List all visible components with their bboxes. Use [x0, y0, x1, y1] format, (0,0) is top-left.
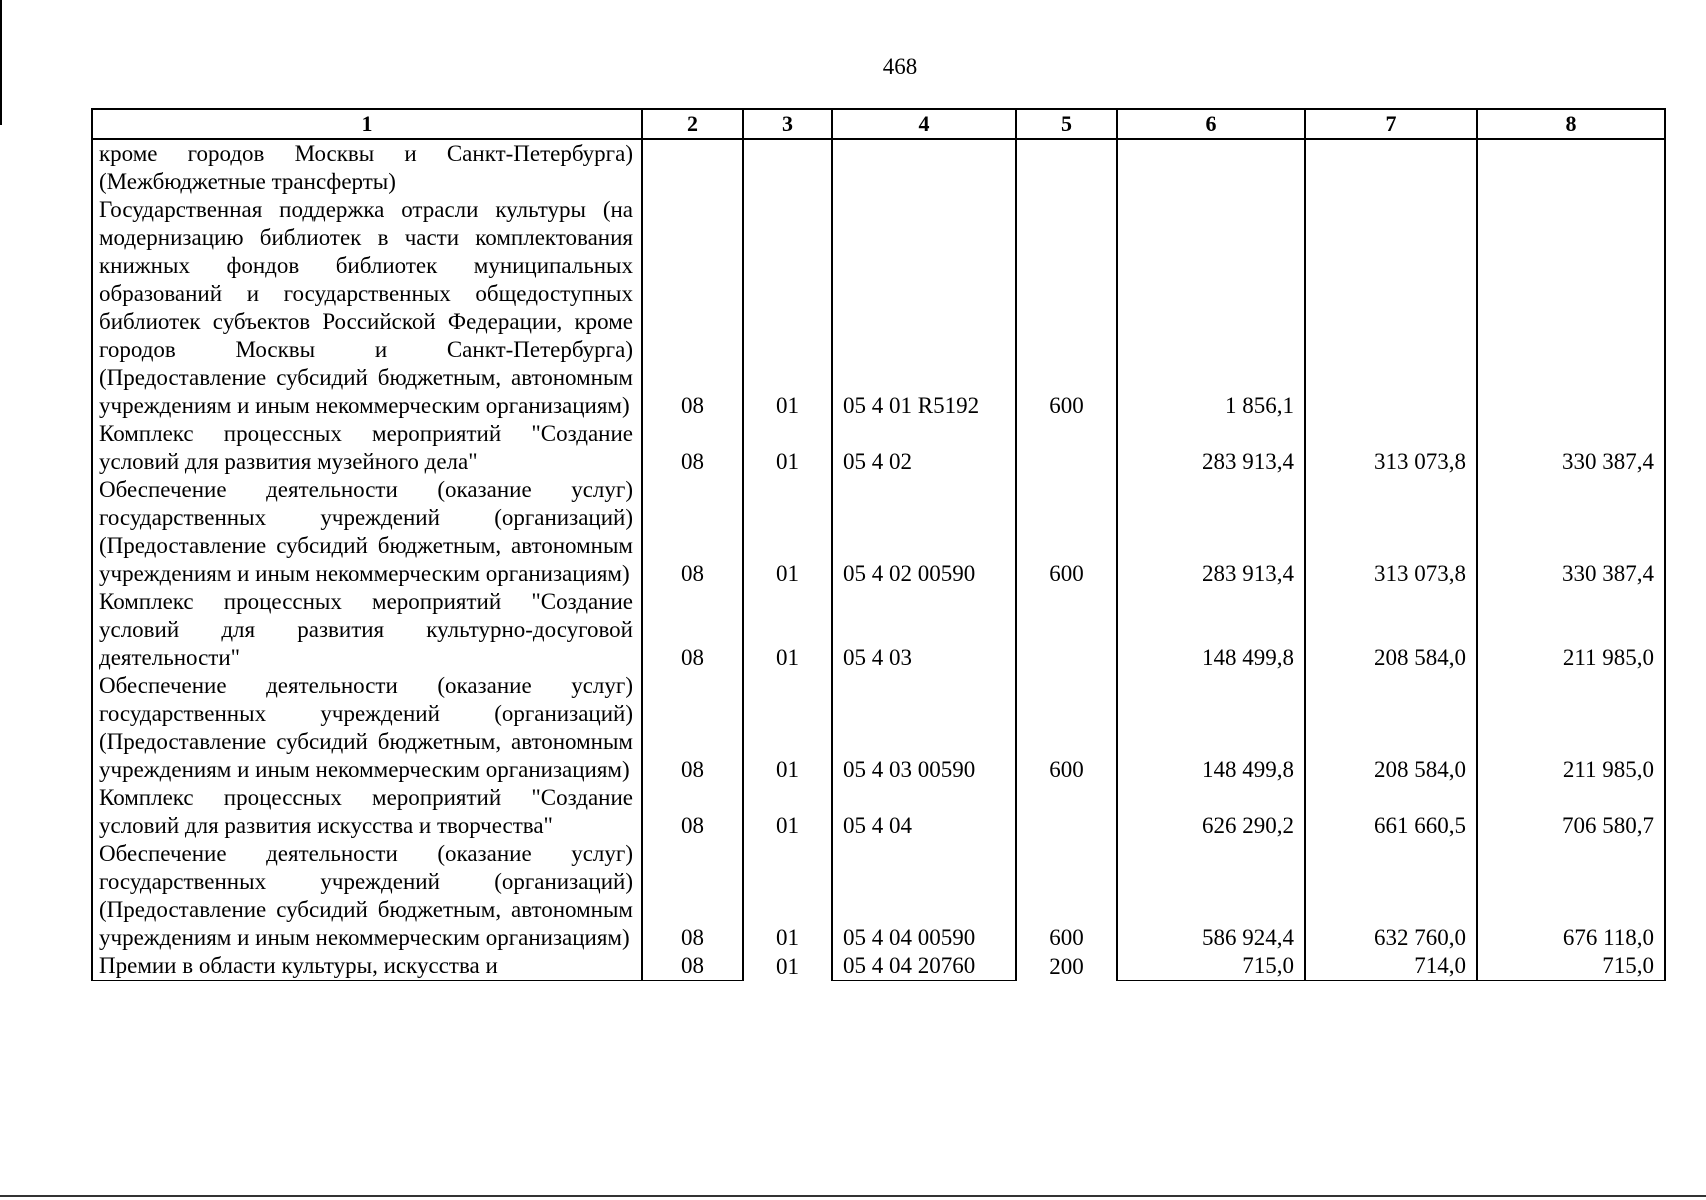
budget-table — [91, 108, 1666, 981]
amount-2026: 330 387,4 — [1477, 476, 1665, 588]
column-header: 6 — [1117, 109, 1305, 139]
table-row — [92, 840, 1665, 952]
amount-2026 — [1477, 139, 1665, 196]
target-article-code: 05 4 04 — [832, 784, 1016, 840]
amount-2024 — [1117, 139, 1305, 196]
target-article-code: 05 4 04 20760 — [832, 952, 1016, 981]
section-code: 08 — [642, 420, 743, 476]
section-code: 08 — [642, 476, 743, 588]
amount-2025 — [1305, 196, 1477, 420]
table-body — [92, 139, 1665, 981]
expense-type-code: 600 — [1016, 196, 1117, 420]
expense-type-code: 600 — [1016, 840, 1117, 952]
row-description: Премии в области культуры, искусства и — [92, 952, 642, 981]
amount-2026: 330 387,4 — [1477, 420, 1665, 476]
section-code: 08 — [642, 840, 743, 952]
table-header-row — [92, 109, 1665, 139]
amount-2025: 632 760,0 — [1305, 840, 1477, 952]
subsection-code: 01 — [743, 196, 832, 420]
table-row — [92, 952, 1665, 981]
amount-2026 — [1477, 196, 1665, 420]
target-article-code: 05 4 04 00590 — [832, 840, 1016, 952]
amount-2025 — [1305, 139, 1477, 196]
row-description: Комплекс процессных мероприятий "Создание условий для развития культурно-досуговой деятельности" — [92, 588, 642, 672]
amount-2024: 148 499,8 — [1117, 588, 1305, 672]
subsection-code: 01 — [743, 840, 832, 952]
section-code: 08 — [642, 196, 743, 420]
amount-2025: 313 073,8 — [1305, 476, 1477, 588]
page-number: 468 — [882, 54, 918, 79]
row-description: Комплекс процессных мероприятий "Создание условий для развития музейного дела" — [92, 420, 642, 476]
amount-2024: 626 290,2 — [1117, 784, 1305, 840]
target-article-code: 05 4 02 00590 — [832, 476, 1016, 588]
subsection-code: 01 — [743, 952, 832, 981]
row-description: Обеспечение деятельности (оказание услуг) государственных учреждений (организаций) (Предоставление субсидий бюджетным, автономным учреждениям и иным некоммерческим организациям) — [92, 476, 642, 588]
table-row — [92, 672, 1665, 784]
section-code: 08 — [642, 588, 743, 672]
section-code: 08 — [642, 952, 743, 981]
table-row — [92, 196, 1665, 420]
row-description: кроме городов Москвы и Санкт-Петербурга) (Межбюджетные трансферты) — [92, 139, 642, 196]
target-article-code: 05 4 03 00590 — [832, 672, 1016, 784]
row-description: Обеспечение деятельности (оказание услуг) государственных учреждений (организаций) (Предоставление субсидий бюджетным, автономным учреждениям и иным некоммерческим организациям) — [92, 672, 642, 784]
row-description: Комплекс процессных мероприятий "Создание условий для развития искусства и творчества" — [92, 784, 642, 840]
column-header: 8 — [1477, 109, 1665, 139]
amount-2026: 211 985,0 — [1477, 672, 1665, 784]
amount-2025: 313 073,8 — [1305, 420, 1477, 476]
amount-2025: 714,0 — [1305, 952, 1477, 981]
amount-2025: 661 660,5 — [1305, 784, 1477, 840]
column-header: 7 — [1305, 109, 1477, 139]
expense-type-code: 600 — [1016, 672, 1117, 784]
subsection-code: 01 — [743, 420, 832, 476]
amount-2026: 211 985,0 — [1477, 588, 1665, 672]
amount-2024: 148 499,8 — [1117, 672, 1305, 784]
table-row — [92, 420, 1665, 476]
row-description: Обеспечение деятельности (оказание услуг) государственных учреждений (организаций) (Предоставление субсидий бюджетным, автономным учреждениям и иным некоммерческим организациям) — [92, 840, 642, 952]
expense-type-code — [1016, 784, 1117, 840]
column-header: 1 — [92, 109, 642, 139]
amount-2026: 706 580,7 — [1477, 784, 1665, 840]
expense-type-code — [1016, 588, 1117, 672]
amount-2026: 715,0 — [1477, 952, 1665, 981]
expense-type-code — [1016, 420, 1117, 476]
row-description: Государственная поддержка отрасли культуры (на модернизацию библиотек в части комплектования книжных фондов библиотек муниципальных образований и государственных общедоступных библиотек субъектов Российской Федерации, кроме городов Москвы и Санкт-Петербурга) (Предоставление субсидий бюджетным, автономным учреждениям и иным некоммерческим организациям) — [92, 196, 642, 420]
amount-2024: 586 924,4 — [1117, 840, 1305, 952]
expense-type-code — [1016, 139, 1117, 196]
subsection-code: 01 — [743, 784, 832, 840]
target-article-code: 05 4 03 — [832, 588, 1016, 672]
section-code: 08 — [642, 784, 743, 840]
subsection-code — [743, 139, 832, 196]
amount-2024: 283 913,4 — [1117, 476, 1305, 588]
table-row — [92, 476, 1665, 588]
column-header: 3 — [743, 109, 832, 139]
table-row — [92, 784, 1665, 840]
table-row — [92, 588, 1665, 672]
amount-2024: 1 856,1 — [1117, 196, 1305, 420]
subsection-code: 01 — [743, 672, 832, 784]
target-article-code: 05 4 02 — [832, 420, 1016, 476]
expense-type-code: 600 — [1016, 476, 1117, 588]
subsection-code: 01 — [743, 588, 832, 672]
amount-2024: 715,0 — [1117, 952, 1305, 981]
target-article-code: 05 4 01 R5192 — [832, 196, 1016, 420]
table-row — [92, 139, 1665, 196]
amount-2026: 676 118,0 — [1477, 840, 1665, 952]
bottom-rule — [0, 1195, 1706, 1197]
column-header: 2 — [642, 109, 743, 139]
amount-2025: 208 584,0 — [1305, 672, 1477, 784]
amount-2025: 208 584,0 — [1305, 588, 1477, 672]
column-header: 5 — [1016, 109, 1117, 139]
amount-2024: 283 913,4 — [1117, 420, 1305, 476]
section-code: 08 — [642, 672, 743, 784]
subsection-code: 01 — [743, 476, 832, 588]
column-header: 4 — [832, 109, 1016, 139]
expense-type-code: 200 — [1016, 952, 1117, 981]
section-code — [642, 139, 743, 196]
target-article-code — [832, 139, 1016, 196]
